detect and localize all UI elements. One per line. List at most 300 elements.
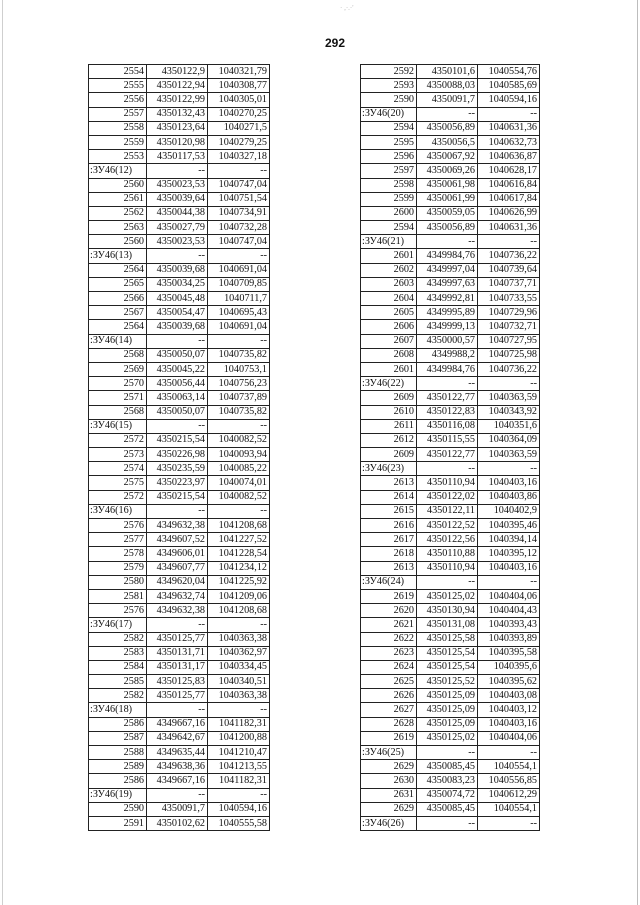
table-row bbox=[89, 490, 270, 504]
table-row bbox=[89, 646, 270, 660]
x-coordinate-cell: 4350125,02 bbox=[417, 589, 478, 603]
table-row bbox=[89, 575, 270, 589]
y-coordinate-cell: 1041210,47 bbox=[208, 746, 270, 760]
y-coordinate-cell: 1040735,82 bbox=[208, 348, 270, 362]
point-number-cell: 2570 bbox=[89, 377, 147, 391]
y-coordinate-cell: 1040082,52 bbox=[208, 490, 270, 504]
y-coordinate-cell: 1040736,22 bbox=[478, 362, 540, 376]
x-coordinate-cell: 4349997,04 bbox=[417, 263, 478, 277]
point-number-cell: 2566 bbox=[89, 292, 147, 306]
table-row bbox=[361, 121, 540, 135]
table-row bbox=[89, 306, 270, 320]
x-coordinate-cell: 4350226,98 bbox=[147, 448, 208, 462]
point-number-cell: 2589 bbox=[89, 760, 147, 774]
point-number-cell: 2621 bbox=[361, 618, 417, 632]
x-coordinate-cell: 4349638,36 bbox=[147, 760, 208, 774]
table-row bbox=[89, 79, 270, 93]
point-number-cell: 2588 bbox=[89, 746, 147, 760]
y-coordinate-cell: 1040403,16 bbox=[478, 717, 540, 731]
table-row bbox=[361, 504, 540, 518]
x-coordinate-cell: 4350122,52 bbox=[417, 519, 478, 533]
scan-right-edge bbox=[637, 0, 638, 905]
y-coordinate-cell: 1040404,06 bbox=[478, 731, 540, 745]
y-coordinate-cell: 1040737,89 bbox=[208, 391, 270, 405]
table-row bbox=[89, 675, 270, 689]
table-row bbox=[89, 263, 270, 277]
y-coordinate-cell: 1040554,1 bbox=[478, 802, 540, 816]
x-coordinate-cell: 4350059,05 bbox=[417, 206, 478, 220]
x-coordinate-cell: 4350000,57 bbox=[417, 334, 478, 348]
y-coordinate-cell: -- bbox=[478, 377, 540, 391]
y-coordinate-cell: 1040631,36 bbox=[478, 121, 540, 135]
y-coordinate-cell: 1040403,16 bbox=[478, 561, 540, 575]
zone-label-cell: :ЗУ46(16) bbox=[89, 504, 147, 518]
x-coordinate-cell: 4350125,52 bbox=[417, 675, 478, 689]
y-coordinate-cell: 1041208,68 bbox=[208, 519, 270, 533]
y-coordinate-cell: 1040739,64 bbox=[478, 263, 540, 277]
point-number-cell: 2614 bbox=[361, 490, 417, 504]
table-row bbox=[89, 377, 270, 391]
x-coordinate-cell: 4350085,45 bbox=[417, 802, 478, 816]
x-coordinate-cell: 4350125,58 bbox=[417, 632, 478, 646]
table-row bbox=[89, 433, 270, 447]
y-coordinate-cell: 1040351,6 bbox=[478, 419, 540, 433]
point-number-cell: 2603 bbox=[361, 277, 417, 291]
table-row bbox=[361, 632, 540, 646]
x-coordinate-cell: 4349607,52 bbox=[147, 533, 208, 547]
table-row bbox=[361, 490, 540, 504]
point-number-cell: 2560 bbox=[89, 235, 147, 249]
x-coordinate-cell: 4350050,07 bbox=[147, 348, 208, 362]
table-row bbox=[89, 717, 270, 731]
x-coordinate-cell: 4349606,01 bbox=[147, 547, 208, 561]
table-row bbox=[89, 292, 270, 306]
table-row bbox=[361, 221, 540, 235]
x-coordinate-cell: -- bbox=[417, 746, 478, 760]
point-number-cell: 2581 bbox=[89, 589, 147, 603]
x-coordinate-cell: 4350088,03 bbox=[417, 79, 478, 93]
point-number-cell: 2592 bbox=[361, 65, 417, 79]
zone-label-cell: :ЗУ46(17) bbox=[89, 618, 147, 632]
x-coordinate-cell: 4350215,54 bbox=[147, 433, 208, 447]
zone-header-row bbox=[361, 107, 540, 121]
point-number-cell: 2564 bbox=[89, 263, 147, 277]
x-coordinate-cell: 4350122,77 bbox=[417, 448, 478, 462]
point-number-cell: 2569 bbox=[89, 362, 147, 376]
x-coordinate-cell: 4350061,98 bbox=[417, 178, 478, 192]
point-number-cell: 2622 bbox=[361, 632, 417, 646]
table-row bbox=[361, 589, 540, 603]
point-number-cell: 2583 bbox=[89, 646, 147, 660]
y-coordinate-cell: 1040403,16 bbox=[478, 476, 540, 490]
zone-header-row bbox=[361, 235, 540, 249]
y-coordinate-cell: 1041209,06 bbox=[208, 589, 270, 603]
point-number-cell: 2587 bbox=[89, 731, 147, 745]
y-coordinate-cell: 1040737,71 bbox=[478, 277, 540, 291]
point-number-cell: 2629 bbox=[361, 760, 417, 774]
y-coordinate-cell: 1041182,31 bbox=[208, 717, 270, 731]
x-coordinate-cell: 4350122,9 bbox=[147, 65, 208, 79]
x-coordinate-cell: 4350050,07 bbox=[147, 405, 208, 419]
y-coordinate-cell: 1040594,16 bbox=[208, 802, 270, 816]
x-coordinate-cell: -- bbox=[147, 334, 208, 348]
x-coordinate-cell: -- bbox=[147, 249, 208, 263]
zone-label-cell: :ЗУ46(18) bbox=[89, 703, 147, 717]
table-row bbox=[361, 192, 540, 206]
y-coordinate-cell: 1041208,68 bbox=[208, 604, 270, 618]
table-row bbox=[361, 277, 540, 291]
table-row bbox=[361, 660, 540, 674]
y-coordinate-cell: -- bbox=[478, 746, 540, 760]
point-number-cell: 2577 bbox=[89, 533, 147, 547]
table-row bbox=[89, 121, 270, 135]
y-coordinate-cell: 1040709,85 bbox=[208, 277, 270, 291]
y-coordinate-cell: 1040395,46 bbox=[478, 519, 540, 533]
table-row bbox=[361, 788, 540, 802]
y-coordinate-cell: 1040733,55 bbox=[478, 292, 540, 306]
zone-header-row bbox=[89, 618, 270, 632]
y-coordinate-cell: 1040321,79 bbox=[208, 65, 270, 79]
y-coordinate-cell: 1040395,12 bbox=[478, 547, 540, 561]
table-row bbox=[89, 235, 270, 249]
x-coordinate-cell: -- bbox=[147, 504, 208, 518]
x-coordinate-cell: 4350122,94 bbox=[147, 79, 208, 93]
x-coordinate-cell: 4350125,02 bbox=[417, 731, 478, 745]
point-number-cell: 2623 bbox=[361, 646, 417, 660]
y-coordinate-cell: 1040756,23 bbox=[208, 377, 270, 391]
x-coordinate-cell: 4350083,23 bbox=[417, 774, 478, 788]
table-row bbox=[89, 320, 270, 334]
x-coordinate-cell: 4349632,74 bbox=[147, 589, 208, 603]
x-coordinate-cell: 4350122,56 bbox=[417, 533, 478, 547]
x-coordinate-cell: 4350117,53 bbox=[147, 150, 208, 164]
y-coordinate-cell: 1041228,54 bbox=[208, 547, 270, 561]
y-coordinate-cell: -- bbox=[478, 235, 540, 249]
table-row bbox=[361, 689, 540, 703]
x-coordinate-cell: 4350056,44 bbox=[147, 377, 208, 391]
zone-header-row bbox=[89, 788, 270, 802]
point-number-cell: 2564 bbox=[89, 320, 147, 334]
point-number-cell: 2630 bbox=[361, 774, 417, 788]
table-row bbox=[361, 206, 540, 220]
point-number-cell: 2594 bbox=[361, 221, 417, 235]
y-coordinate-cell: 1040691,04 bbox=[208, 263, 270, 277]
zone-label-cell: :ЗУ46(25) bbox=[361, 746, 417, 760]
point-number-cell: 2617 bbox=[361, 533, 417, 547]
x-coordinate-cell: 4350023,53 bbox=[147, 235, 208, 249]
x-coordinate-cell: -- bbox=[417, 107, 478, 121]
table-row bbox=[89, 135, 270, 149]
table-row bbox=[89, 348, 270, 362]
y-coordinate-cell: 1040732,28 bbox=[208, 221, 270, 235]
point-number-cell: 2585 bbox=[89, 675, 147, 689]
table-row bbox=[361, 547, 540, 561]
x-coordinate-cell: 4350125,09 bbox=[417, 703, 478, 717]
point-number-cell: 2572 bbox=[89, 433, 147, 447]
y-coordinate-cell: 1041182,31 bbox=[208, 774, 270, 788]
x-coordinate-cell: 4349999,13 bbox=[417, 320, 478, 334]
point-number-cell: 2601 bbox=[361, 362, 417, 376]
x-coordinate-cell: 4350223,97 bbox=[147, 476, 208, 490]
zone-label-cell: :ЗУ46(14) bbox=[89, 334, 147, 348]
zone-label-cell: :ЗУ46(23) bbox=[361, 462, 417, 476]
table-row bbox=[361, 263, 540, 277]
table-row bbox=[89, 731, 270, 745]
point-number-cell: 2575 bbox=[89, 476, 147, 490]
y-coordinate-cell: -- bbox=[208, 419, 270, 433]
y-coordinate-cell: 1040554,1 bbox=[478, 760, 540, 774]
point-number-cell: 2611 bbox=[361, 419, 417, 433]
point-number-cell: 2625 bbox=[361, 675, 417, 689]
x-coordinate-cell: 4350131,71 bbox=[147, 646, 208, 660]
x-coordinate-cell: 4350122,11 bbox=[417, 504, 478, 518]
x-coordinate-cell: 4350122,02 bbox=[417, 490, 478, 504]
table-row bbox=[361, 774, 540, 788]
y-coordinate-cell: -- bbox=[208, 618, 270, 632]
x-coordinate-cell: -- bbox=[147, 788, 208, 802]
x-coordinate-cell: 4350039,68 bbox=[147, 320, 208, 334]
zone-header-row bbox=[361, 575, 540, 589]
zone-header-row bbox=[361, 816, 540, 830]
y-coordinate-cell: -- bbox=[208, 249, 270, 263]
point-number-cell: 2576 bbox=[89, 604, 147, 618]
point-number-cell: 2618 bbox=[361, 547, 417, 561]
x-coordinate-cell: 4350054,47 bbox=[147, 306, 208, 320]
table-row bbox=[361, 604, 540, 618]
y-coordinate-cell: 1040364,09 bbox=[478, 433, 540, 447]
x-coordinate-cell: 4350039,64 bbox=[147, 192, 208, 206]
table-row bbox=[89, 561, 270, 575]
y-coordinate-cell: 1040734,91 bbox=[208, 206, 270, 220]
y-coordinate-cell: 1040093,94 bbox=[208, 448, 270, 462]
point-number-cell: 2616 bbox=[361, 519, 417, 533]
x-coordinate-cell: 4349667,16 bbox=[147, 717, 208, 731]
y-coordinate-cell: 1040747,04 bbox=[208, 178, 270, 192]
zone-header-row bbox=[89, 703, 270, 717]
table-row bbox=[361, 65, 540, 79]
point-number-cell: 2556 bbox=[89, 93, 147, 107]
point-number-cell: 2605 bbox=[361, 306, 417, 320]
y-coordinate-cell: -- bbox=[208, 788, 270, 802]
y-coordinate-cell: 1040395,6 bbox=[478, 660, 540, 674]
x-coordinate-cell: 4350067,92 bbox=[417, 150, 478, 164]
y-coordinate-cell: 1040394,14 bbox=[478, 533, 540, 547]
point-number-cell: 2613 bbox=[361, 561, 417, 575]
table-row bbox=[361, 405, 540, 419]
y-coordinate-cell: 1040735,82 bbox=[208, 405, 270, 419]
y-coordinate-cell: 1040617,84 bbox=[478, 192, 540, 206]
x-coordinate-cell: 4350056,89 bbox=[417, 121, 478, 135]
y-coordinate-cell: 1040736,22 bbox=[478, 249, 540, 263]
table-row bbox=[89, 547, 270, 561]
table-row bbox=[361, 178, 540, 192]
y-coordinate-cell: 1040393,43 bbox=[478, 618, 540, 632]
point-number-cell: 2595 bbox=[361, 135, 417, 149]
table-row bbox=[89, 405, 270, 419]
y-coordinate-cell: 1040279,25 bbox=[208, 135, 270, 149]
point-number-cell: 2578 bbox=[89, 547, 147, 561]
point-number-cell: 2590 bbox=[89, 802, 147, 816]
x-coordinate-cell: 4350091,7 bbox=[147, 802, 208, 816]
point-number-cell: 2594 bbox=[361, 121, 417, 135]
y-coordinate-cell: 1040270,25 bbox=[208, 107, 270, 121]
table-row bbox=[361, 150, 540, 164]
zone-header-row bbox=[89, 334, 270, 348]
y-coordinate-cell: 1040732,71 bbox=[478, 320, 540, 334]
table-row bbox=[361, 476, 540, 490]
table-row bbox=[89, 660, 270, 674]
point-number-cell: 2612 bbox=[361, 433, 417, 447]
x-coordinate-cell: 4350131,17 bbox=[147, 660, 208, 674]
y-coordinate-cell: 1040555,58 bbox=[208, 816, 270, 830]
y-coordinate-cell: 1040711,7 bbox=[208, 292, 270, 306]
zone-label-cell: :ЗУ46(21) bbox=[361, 235, 417, 249]
x-coordinate-cell: 4350125,54 bbox=[417, 660, 478, 674]
point-number-cell: 2619 bbox=[361, 589, 417, 603]
zone-header-row bbox=[89, 419, 270, 433]
point-number-cell: 2574 bbox=[89, 462, 147, 476]
table-row bbox=[89, 816, 270, 830]
zone-header-row bbox=[361, 377, 540, 391]
table-row bbox=[361, 618, 540, 632]
table-row bbox=[89, 802, 270, 816]
x-coordinate-cell: 4350131,08 bbox=[417, 618, 478, 632]
x-coordinate-cell: 4349635,44 bbox=[147, 746, 208, 760]
y-coordinate-cell: 1040612,29 bbox=[478, 788, 540, 802]
coordinates-table-left-body bbox=[89, 65, 270, 831]
table-row bbox=[89, 604, 270, 618]
table-row bbox=[361, 135, 540, 149]
point-number-cell: 2609 bbox=[361, 448, 417, 462]
x-coordinate-cell: 4350023,53 bbox=[147, 178, 208, 192]
x-coordinate-cell: 4349620,04 bbox=[147, 575, 208, 589]
y-coordinate-cell: 1040631,36 bbox=[478, 221, 540, 235]
x-coordinate-cell: 4350130,94 bbox=[417, 604, 478, 618]
table-row bbox=[361, 249, 540, 263]
y-coordinate-cell: -- bbox=[208, 703, 270, 717]
zone-header-row bbox=[361, 462, 540, 476]
table-row bbox=[89, 178, 270, 192]
table-row bbox=[89, 93, 270, 107]
x-coordinate-cell: 4350122,77 bbox=[417, 391, 478, 405]
table-row bbox=[89, 221, 270, 235]
table-row bbox=[89, 760, 270, 774]
x-coordinate-cell: 4350101,6 bbox=[417, 65, 478, 79]
y-coordinate-cell: 1041213,55 bbox=[208, 760, 270, 774]
table-row bbox=[89, 65, 270, 79]
y-coordinate-cell: -- bbox=[208, 164, 270, 178]
y-coordinate-cell: 1040363,38 bbox=[208, 689, 270, 703]
zone-label-cell: :ЗУ46(20) bbox=[361, 107, 417, 121]
table-row bbox=[361, 320, 540, 334]
x-coordinate-cell: 4350069,26 bbox=[417, 164, 478, 178]
x-coordinate-cell: -- bbox=[147, 618, 208, 632]
x-coordinate-cell: 4349632,38 bbox=[147, 519, 208, 533]
y-coordinate-cell: 1040727,95 bbox=[478, 334, 540, 348]
point-number-cell: 2615 bbox=[361, 504, 417, 518]
point-number-cell: 2582 bbox=[89, 632, 147, 646]
table-row bbox=[89, 519, 270, 533]
x-coordinate-cell: -- bbox=[417, 816, 478, 830]
y-coordinate-cell: -- bbox=[478, 816, 540, 830]
x-coordinate-cell: 4350123,64 bbox=[147, 121, 208, 135]
x-coordinate-cell: 4350091,7 bbox=[417, 93, 478, 107]
zone-label-cell: :ЗУ46(15) bbox=[89, 419, 147, 433]
scan-speck: · ,·.·' bbox=[340, 4, 354, 12]
y-coordinate-cell: -- bbox=[208, 504, 270, 518]
y-coordinate-cell: -- bbox=[478, 107, 540, 121]
zone-label-cell: :ЗУ46(19) bbox=[89, 788, 147, 802]
point-number-cell: 2553 bbox=[89, 150, 147, 164]
table-row bbox=[361, 675, 540, 689]
point-number-cell: 2597 bbox=[361, 164, 417, 178]
zone-label-cell: :ЗУ46(22) bbox=[361, 377, 417, 391]
x-coordinate-cell: -- bbox=[147, 419, 208, 433]
point-number-cell: 2562 bbox=[89, 206, 147, 220]
table-row bbox=[89, 192, 270, 206]
point-number-cell: 2586 bbox=[89, 717, 147, 731]
point-number-cell: 2627 bbox=[361, 703, 417, 717]
y-coordinate-cell: 1040753,1 bbox=[208, 362, 270, 376]
y-coordinate-cell: 1040695,43 bbox=[208, 306, 270, 320]
x-coordinate-cell: 4349988,2 bbox=[417, 348, 478, 362]
y-coordinate-cell: 1040343,92 bbox=[478, 405, 540, 419]
table-row bbox=[361, 760, 540, 774]
y-coordinate-cell: 1040404,06 bbox=[478, 589, 540, 603]
y-coordinate-cell: 1040626,99 bbox=[478, 206, 540, 220]
x-coordinate-cell: 4350056,89 bbox=[417, 221, 478, 235]
x-coordinate-cell: 4350122,83 bbox=[417, 405, 478, 419]
zone-label-cell: :ЗУ46(12) bbox=[89, 164, 147, 178]
x-coordinate-cell: 4350215,54 bbox=[147, 490, 208, 504]
y-coordinate-cell: 1040334,45 bbox=[208, 660, 270, 674]
point-number-cell: 2628 bbox=[361, 717, 417, 731]
y-coordinate-cell: 1040362,97 bbox=[208, 646, 270, 660]
zone-label-cell: :ЗУ46(26) bbox=[361, 816, 417, 830]
y-coordinate-cell: 1041234,12 bbox=[208, 561, 270, 575]
y-coordinate-cell: 1040632,73 bbox=[478, 135, 540, 149]
table-row bbox=[361, 93, 540, 107]
table-row bbox=[89, 206, 270, 220]
x-coordinate-cell: -- bbox=[417, 462, 478, 476]
table-row bbox=[361, 334, 540, 348]
table-row bbox=[89, 391, 270, 405]
table-row bbox=[89, 150, 270, 164]
x-coordinate-cell: 4349642,67 bbox=[147, 731, 208, 745]
x-coordinate-cell: 4350120,98 bbox=[147, 135, 208, 149]
y-coordinate-cell: 1040271,5 bbox=[208, 121, 270, 135]
table-row bbox=[89, 689, 270, 703]
table-row bbox=[89, 476, 270, 490]
y-coordinate-cell: 1040402,9 bbox=[478, 504, 540, 518]
table-row bbox=[361, 391, 540, 405]
x-coordinate-cell: -- bbox=[417, 575, 478, 589]
table-row bbox=[89, 746, 270, 760]
point-number-cell: 2607 bbox=[361, 334, 417, 348]
table-row bbox=[361, 292, 540, 306]
point-number-cell: 2608 bbox=[361, 348, 417, 362]
table-row bbox=[361, 802, 540, 816]
table-row bbox=[361, 703, 540, 717]
y-coordinate-cell: 1040305,01 bbox=[208, 93, 270, 107]
y-coordinate-cell: 1040403,12 bbox=[478, 703, 540, 717]
x-coordinate-cell: 4350110,88 bbox=[417, 547, 478, 561]
scan-left-edge bbox=[2, 0, 3, 905]
point-number-cell: 2620 bbox=[361, 604, 417, 618]
x-coordinate-cell: 4350044,38 bbox=[147, 206, 208, 220]
y-coordinate-cell: 1040628,17 bbox=[478, 164, 540, 178]
y-coordinate-cell: 1040363,38 bbox=[208, 632, 270, 646]
